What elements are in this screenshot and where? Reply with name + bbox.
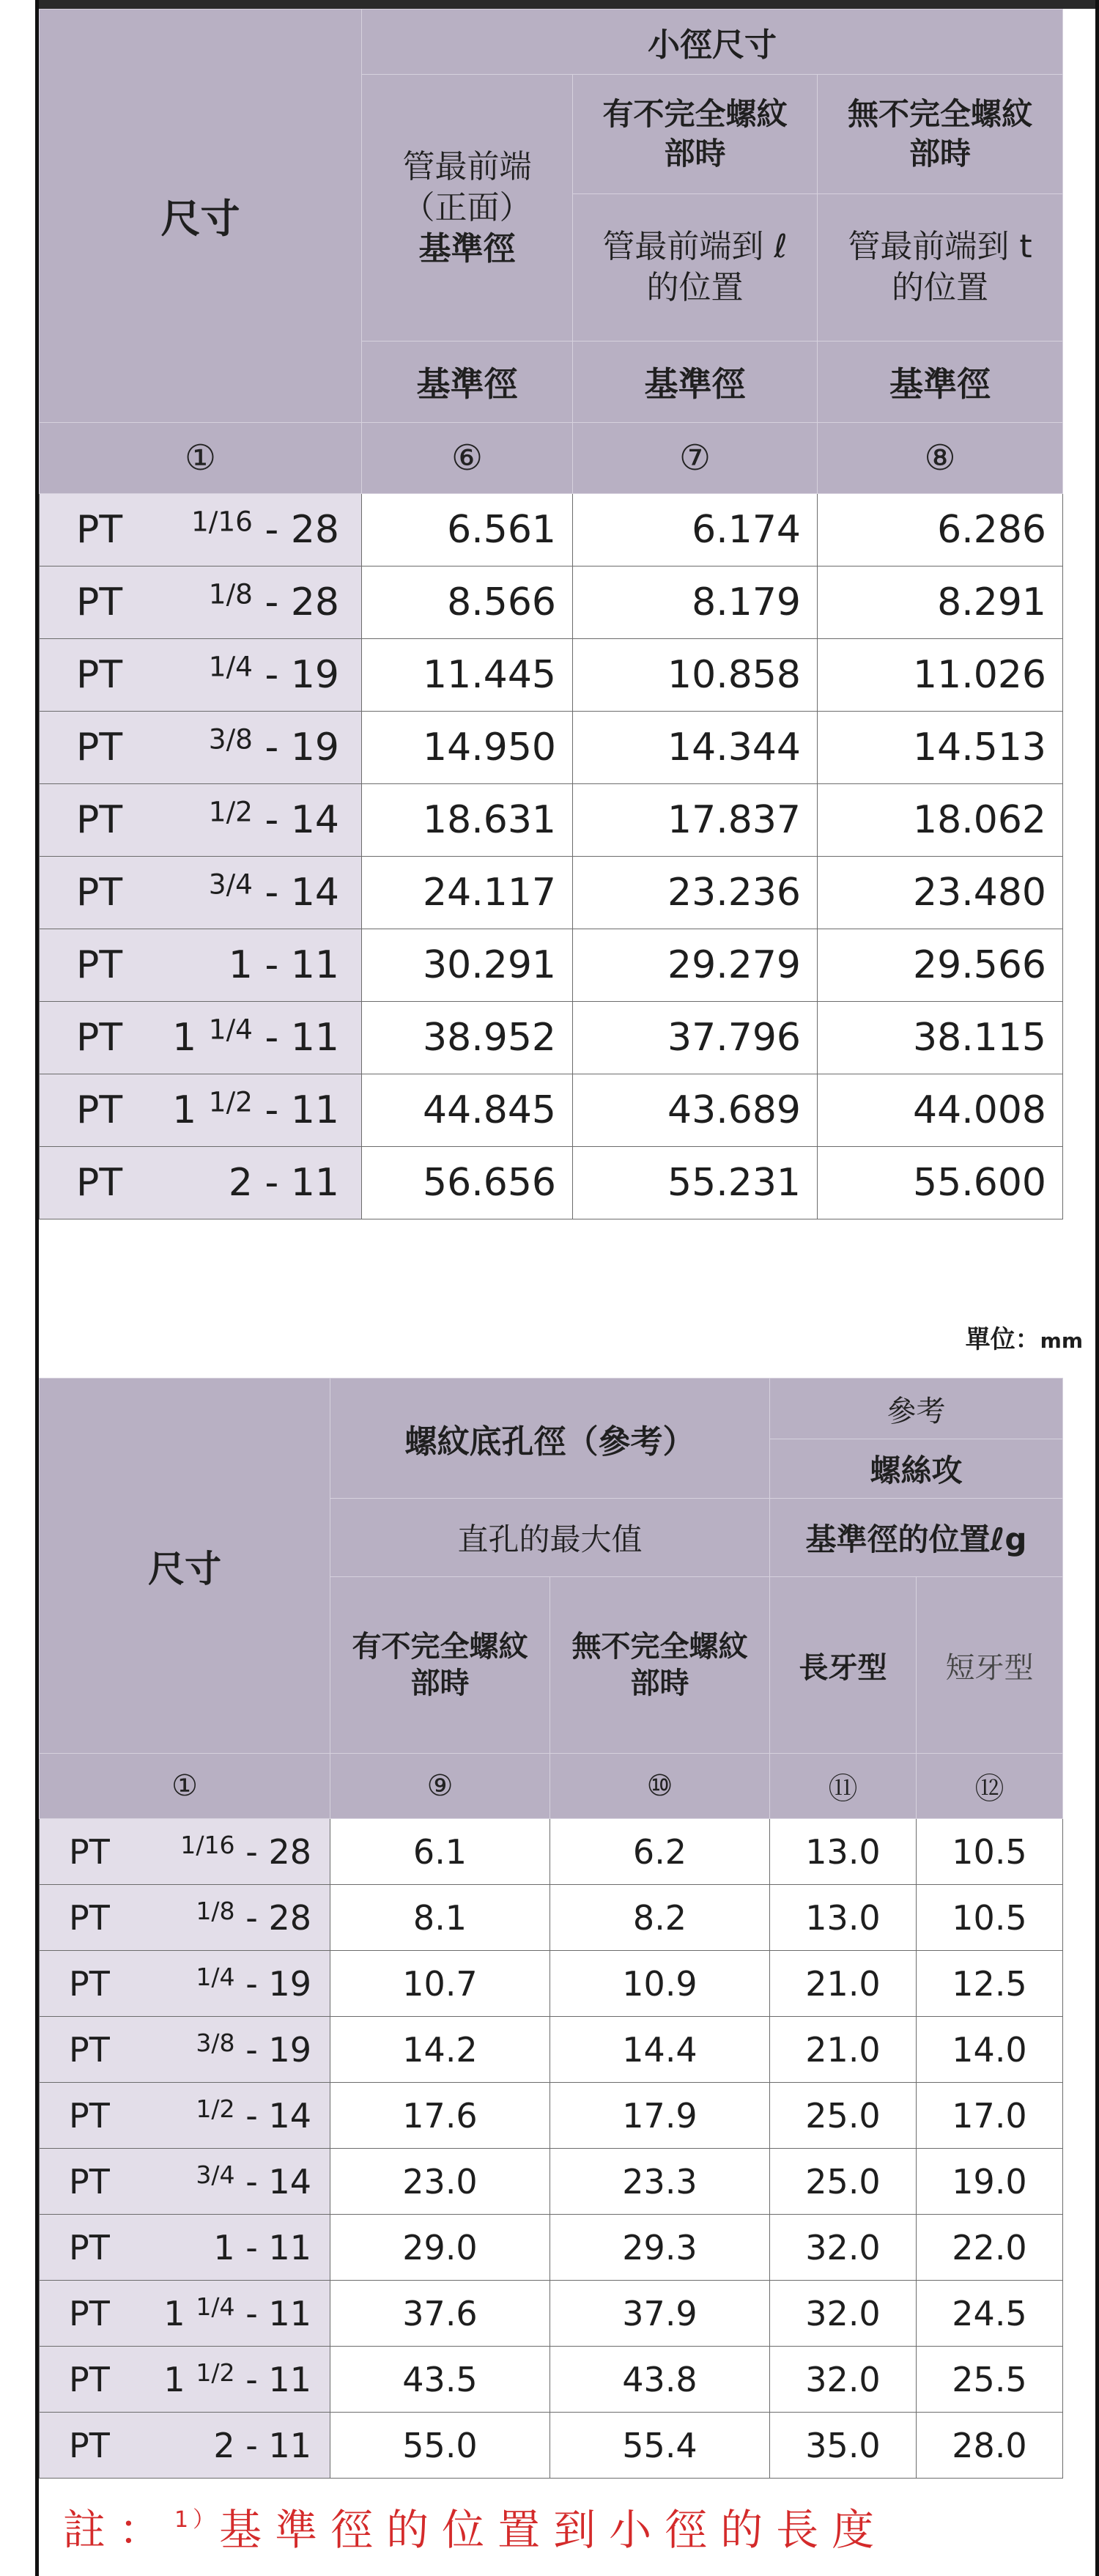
table-row — [40, 857, 1063, 929]
value-c11: 32.0 — [770, 2281, 917, 2347]
pipe-front-base-label: 基準徑 — [418, 229, 516, 267]
value-c12: 25.5 — [917, 2347, 1063, 2413]
unit-mm: mm — [1040, 1329, 1083, 1353]
value-c6: 6.561 — [362, 494, 573, 567]
size-prefix: PT — [69, 2029, 110, 2070]
value-c12: 24.5 — [917, 2281, 1063, 2347]
size-tpi: 28 — [290, 508, 339, 552]
table-row — [40, 567, 1063, 639]
table-row — [40, 2281, 1063, 2347]
no-incomplete-thread-header-2: 無不完全螺紋部時 — [550, 1577, 770, 1754]
value-c12: 19.0 — [917, 2149, 1063, 2215]
size-tpi: 11 — [290, 1161, 339, 1205]
size-prefix: PT — [69, 2227, 110, 2267]
size-designation — [208, 868, 339, 915]
size-tpi: 19 — [290, 653, 339, 697]
value-c10: 37.9 — [550, 2281, 770, 2347]
size-designation — [229, 1161, 339, 1205]
size-prefix: PT — [69, 2359, 110, 2399]
size-dash: - — [234, 2029, 269, 2070]
size-cell — [40, 1002, 362, 1074]
value-c8: 29.566 — [818, 929, 1063, 1002]
size-cell — [40, 929, 362, 1002]
size-designation — [172, 1085, 339, 1132]
value-c11: 32.0 — [770, 2215, 917, 2281]
straight-hole-max-header: 直孔的最大值 — [330, 1499, 770, 1577]
size-tpi: 28 — [268, 1831, 311, 1872]
right-page-border — [1095, 0, 1099, 2576]
table-row — [40, 2215, 1063, 2281]
size-dash: - — [234, 1963, 269, 2004]
table-row — [40, 2083, 1063, 2149]
unit-prefix: 單位： — [965, 1325, 1040, 1354]
table-row — [40, 1002, 1063, 1074]
value-c8: 8.291 — [818, 567, 1063, 639]
size-whole: 1 — [163, 2293, 196, 2333]
table-row — [40, 1147, 1063, 1219]
size-cell — [40, 494, 362, 567]
size-whole: 1 — [228, 943, 253, 987]
size-designation — [196, 1898, 311, 1938]
table-row — [40, 494, 1063, 567]
value-c9: 14.2 — [330, 2017, 550, 2083]
size-cell — [40, 2215, 330, 2281]
table-row — [40, 1951, 1063, 2017]
value-c7: 8.179 — [573, 567, 818, 639]
size-tpi: 11 — [268, 2227, 311, 2267]
value-c12: 17.0 — [917, 2083, 1063, 2149]
column-number-8: ⑧ — [818, 423, 1063, 494]
value-c8: 38.115 — [818, 1002, 1063, 1074]
value-c7: 43.689 — [573, 1074, 818, 1147]
value-c9: 8.1 — [330, 1885, 550, 1951]
no-incomplete-thread-header: 無不完全螺紋部時 — [818, 75, 1063, 194]
table-row — [40, 2347, 1063, 2413]
size-fraction: 1/2 — [196, 2358, 235, 2387]
size-designation — [196, 2030, 311, 2070]
size-cell — [40, 1951, 330, 2017]
size-designation — [213, 2228, 311, 2267]
value-c11: 32.0 — [770, 2347, 917, 2413]
footnote — [63, 2495, 887, 2557]
size-dash: - — [234, 1831, 269, 1872]
value-c9: 29.0 — [330, 2215, 550, 2281]
value-c9: 43.5 — [330, 2347, 550, 2413]
tap-drill-bore-header: 螺紋底孔徑（參考） — [330, 1379, 770, 1499]
size-prefix: PT — [76, 1161, 123, 1205]
size-dash: - — [253, 508, 291, 552]
size-dash: - — [253, 1016, 291, 1060]
size-prefix: PT — [69, 2425, 110, 2465]
table-row — [40, 1819, 1063, 1885]
size-fraction: 1/16 — [180, 1830, 235, 1859]
size-cell — [40, 2413, 330, 2479]
table-row — [40, 712, 1063, 784]
size-fraction: 3/4 — [196, 2160, 235, 2189]
value-c12: 10.5 — [917, 1885, 1063, 1951]
short-thread-header: 短牙型 — [917, 1577, 1063, 1754]
value-c7: 6.174 — [573, 494, 818, 567]
size-fraction: 1/8 — [208, 577, 253, 610]
size-dash: - — [253, 871, 291, 915]
size-fraction: 1/2 — [208, 1085, 253, 1118]
pipe-front-header — [362, 75, 573, 342]
front-to-t-header: 管最前端到 t 的位置 — [818, 194, 1063, 342]
value-c7: 23.236 — [573, 857, 818, 929]
size-dash: - — [253, 798, 291, 842]
size-designation — [208, 723, 339, 770]
size-dash: - — [234, 1897, 269, 1938]
base-diameter-header-6: 基準徑 — [362, 342, 573, 423]
column-number-11: ⑪ — [770, 1754, 917, 1819]
column-number-7: ⑦ — [573, 423, 818, 494]
base-position-header: 基準徑的位置ℓg — [770, 1499, 1063, 1577]
size-designation — [163, 2360, 311, 2399]
size-fraction: 1/16 — [190, 505, 253, 538]
size-designation — [163, 2294, 311, 2333]
size-tpi: 19 — [290, 726, 339, 770]
base-diameter-header-8: 基準徑 — [818, 342, 1063, 423]
footnote-prefix: 註： — [63, 2505, 175, 2555]
size-prefix: PT — [76, 943, 123, 987]
value-c10: 29.3 — [550, 2215, 770, 2281]
value-c7: 37.796 — [573, 1002, 818, 1074]
value-c11: 21.0 — [770, 1951, 917, 2017]
size-cell — [40, 2281, 330, 2347]
size-whole: 1 — [172, 1088, 209, 1132]
size-header-2: 尺寸 — [40, 1379, 330, 1754]
pipe-front-label: 管最前端 — [402, 147, 532, 185]
size-fraction: 3/8 — [208, 723, 253, 756]
size-tpi: 28 — [268, 1897, 311, 1938]
table-row — [40, 784, 1063, 857]
value-c8: 14.513 — [818, 712, 1063, 784]
size-fraction: 3/4 — [208, 868, 253, 901]
column-number-6: ⑥ — [362, 423, 573, 494]
size-dash: - — [234, 2161, 269, 2202]
size-designation — [208, 795, 339, 842]
size-tpi: 14 — [268, 2161, 311, 2202]
size-prefix: PT — [76, 1016, 123, 1060]
size-prefix: PT — [76, 653, 123, 697]
top-border — [35, 0, 1099, 9]
size-tpi: 14 — [268, 2095, 311, 2136]
value-c9: 6.1 — [330, 1819, 550, 1885]
table-row — [40, 1074, 1063, 1147]
size-dash: - — [253, 726, 291, 770]
value-c9: 10.7 — [330, 1951, 550, 2017]
value-c6: 24.117 — [362, 857, 573, 929]
size-cell — [40, 1819, 330, 1885]
front-to-l-header: 管最前端到 ℓ 的位置 — [573, 194, 818, 342]
column-number-1b: ① — [40, 1754, 330, 1819]
value-c12: 10.5 — [917, 1819, 1063, 1885]
value-c11: 21.0 — [770, 2017, 917, 2083]
size-cell — [40, 2017, 330, 2083]
size-tpi: 28 — [290, 580, 339, 624]
size-cell — [40, 1147, 362, 1219]
column-number-12: ⑫ — [917, 1754, 1063, 1819]
size-prefix: PT — [76, 580, 123, 624]
value-c6: 30.291 — [362, 929, 573, 1002]
value-c12: 14.0 — [917, 2017, 1063, 2083]
tap-header: 螺絲攻 — [770, 1439, 1063, 1499]
value-c6: 11.445 — [362, 639, 573, 712]
value-c8: 6.286 — [818, 494, 1063, 567]
column-number-10: ⑩ — [550, 1754, 770, 1819]
value-c10: 10.9 — [550, 1951, 770, 2017]
reference-header: 參考 — [770, 1379, 1063, 1439]
value-c7: 14.344 — [573, 712, 818, 784]
size-dash: - — [234, 2425, 269, 2465]
size-whole: 1 — [163, 2359, 196, 2399]
size-fraction: 1/4 — [208, 1013, 253, 1046]
size-designation — [196, 2096, 311, 2136]
value-c9: 37.6 — [330, 2281, 550, 2347]
value-c10: 43.8 — [550, 2347, 770, 2413]
value-c10: 17.9 — [550, 2083, 770, 2149]
size-cell — [40, 857, 362, 929]
size-prefix: PT — [76, 1088, 123, 1132]
value-c6: 14.950 — [362, 712, 573, 784]
value-c9: 17.6 — [330, 2083, 550, 2149]
value-c8: 55.600 — [818, 1147, 1063, 1219]
size-fraction: 1/4 — [196, 2292, 235, 2321]
size-prefix: PT — [69, 1897, 110, 1938]
size-designation — [190, 505, 339, 552]
table-row — [40, 2413, 1063, 2479]
incomplete-thread-header-2: 有不完全螺紋部時 — [330, 1577, 550, 1754]
column-number-9: ⑨ — [330, 1754, 550, 1819]
size-whole: 1 — [172, 1016, 209, 1060]
value-c9: 23.0 — [330, 2149, 550, 2215]
size-whole: 2 — [228, 1161, 253, 1205]
table-row — [40, 2017, 1063, 2083]
tap-drill-table — [39, 1378, 1063, 2479]
size-fraction: 1/8 — [196, 1896, 235, 1925]
unit-label — [966, 1319, 1083, 1355]
value-c10: 23.3 — [550, 2149, 770, 2215]
pipe-front-paren: （正面） — [402, 188, 532, 226]
value-c11: 25.0 — [770, 2149, 917, 2215]
value-c11: 35.0 — [770, 2413, 917, 2479]
table-row — [40, 639, 1063, 712]
size-prefix: PT — [69, 2161, 110, 2202]
value-c10: 14.4 — [550, 2017, 770, 2083]
size-cell — [40, 712, 362, 784]
size-prefix: PT — [76, 726, 123, 770]
size-designation — [208, 577, 339, 624]
size-fraction: 1/2 — [196, 2094, 235, 2123]
size-tpi: 14 — [290, 798, 339, 842]
footnote-marker: 1） — [174, 2507, 220, 2533]
size-dash: - — [253, 943, 291, 987]
base-diameter-header-7: 基準徑 — [573, 342, 818, 423]
value-c11: 25.0 — [770, 2083, 917, 2149]
minor-diameter-group-header: 小徑尺寸 — [362, 10, 1063, 75]
long-thread-header: 長牙型 — [770, 1577, 917, 1754]
value-c8: 44.008 — [818, 1074, 1063, 1147]
size-dash: - — [234, 2227, 269, 2267]
value-c12: 12.5 — [917, 1951, 1063, 2017]
size-whole: 1 — [213, 2227, 235, 2267]
value-c12: 28.0 — [917, 2413, 1063, 2479]
size-dash: - — [253, 580, 291, 624]
value-c11: 13.0 — [770, 1819, 917, 1885]
size-tpi: 11 — [268, 2293, 311, 2333]
footnote-text: 基準徑的位置到小徑的長度 — [219, 2505, 888, 2555]
size-tpi: 14 — [290, 871, 339, 915]
size-cell — [40, 639, 362, 712]
value-c11: 13.0 — [770, 1885, 917, 1951]
size-tpi: 11 — [268, 2425, 311, 2465]
column-number-1: ① — [40, 423, 362, 494]
value-c9: 55.0 — [330, 2413, 550, 2479]
table-row — [40, 929, 1063, 1002]
value-c6: 44.845 — [362, 1074, 573, 1147]
value-c12: 22.0 — [917, 2215, 1063, 2281]
size-fraction: 3/8 — [196, 2028, 235, 2057]
size-dash: - — [234, 2293, 269, 2333]
size-header: 尺寸 — [40, 10, 362, 423]
value-c6: 56.656 — [362, 1147, 573, 1219]
size-fraction: 1/2 — [208, 795, 253, 828]
size-tpi: 11 — [290, 1016, 339, 1060]
size-cell — [40, 1074, 362, 1147]
size-prefix: PT — [69, 1963, 110, 2004]
size-prefix: PT — [76, 798, 123, 842]
size-cell — [40, 2083, 330, 2149]
size-prefix: PT — [76, 871, 123, 915]
value-c6: 38.952 — [362, 1002, 573, 1074]
value-c6: 18.631 — [362, 784, 573, 857]
size-tpi: 11 — [290, 943, 339, 987]
size-tpi: 11 — [290, 1088, 339, 1132]
size-prefix: PT — [69, 1831, 110, 1872]
size-fraction: 1/4 — [196, 1962, 235, 1991]
value-c8: 18.062 — [818, 784, 1063, 857]
size-designation — [172, 1013, 339, 1060]
value-c10: 55.4 — [550, 2413, 770, 2479]
size-dash: - — [234, 2359, 269, 2399]
size-designation — [213, 2426, 311, 2465]
value-c8: 11.026 — [818, 639, 1063, 712]
value-c7: 10.858 — [573, 639, 818, 712]
value-c10: 6.2 — [550, 1819, 770, 1885]
size-dash: - — [253, 1161, 291, 1205]
incomplete-thread-header: 有不完全螺紋部時 — [573, 75, 818, 194]
size-prefix: PT — [76, 508, 123, 552]
value-c7: 29.279 — [573, 929, 818, 1002]
size-prefix: PT — [69, 2293, 110, 2333]
size-fraction: 1/4 — [208, 650, 253, 683]
size-designation — [229, 943, 339, 987]
size-tpi: 11 — [268, 2359, 311, 2399]
size-cell — [40, 784, 362, 857]
value-c8: 23.480 — [818, 857, 1063, 929]
size-cell — [40, 567, 362, 639]
size-designation — [208, 650, 339, 697]
size-cell — [40, 2347, 330, 2413]
size-dash: - — [234, 2095, 269, 2136]
value-c6: 8.566 — [362, 567, 573, 639]
size-dash: - — [253, 653, 291, 697]
size-designation — [196, 2162, 311, 2202]
size-designation — [180, 1832, 311, 1872]
value-c7: 55.231 — [573, 1147, 818, 1219]
size-cell — [40, 1885, 330, 1951]
size-prefix: PT — [69, 2095, 110, 2136]
minor-diameter-table — [39, 9, 1063, 1219]
size-tpi: 19 — [268, 2029, 311, 2070]
table-row — [40, 2149, 1063, 2215]
size-tpi: 19 — [268, 1963, 311, 2004]
table-row — [40, 1885, 1063, 1951]
size-dash: - — [253, 1088, 291, 1132]
size-whole: 2 — [213, 2425, 235, 2465]
value-c7: 17.837 — [573, 784, 818, 857]
size-designation — [196, 1964, 311, 2004]
size-cell — [40, 2149, 330, 2215]
value-c10: 8.2 — [550, 1885, 770, 1951]
